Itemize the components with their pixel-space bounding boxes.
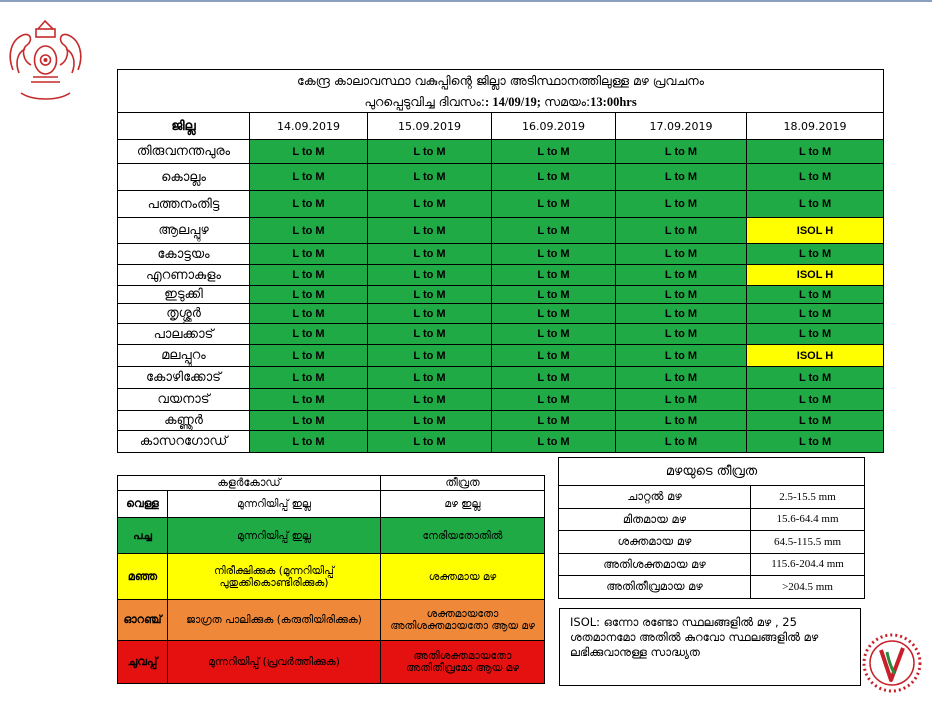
legend-row-green <box>118 518 545 554</box>
forecast-cell: L to M <box>492 304 616 324</box>
date-column-header: 18.09.2019 <box>747 113 884 140</box>
forecast-cell: L to M <box>616 367 747 389</box>
district-name: പത്തനംതിട്ട <box>118 191 250 218</box>
forecast-cell: ISOL H <box>747 345 884 367</box>
forecast-cell: L to M <box>368 244 492 265</box>
forecast-cell: L to M <box>616 191 747 218</box>
forecast-cell: L to M <box>368 304 492 324</box>
legend-color-name: പച്ച <box>118 518 168 554</box>
forecast-cell: L to M <box>747 367 884 389</box>
district-name: മലപ്പുറം <box>118 345 250 367</box>
forecast-cell: L to M <box>250 265 368 286</box>
forecast-cell: L to M <box>250 345 368 367</box>
legend-intensity: നേരിയതോതിൽ <box>381 518 545 554</box>
forecast-cell: L to M <box>616 244 747 265</box>
forecast-cell: L to M <box>368 411 492 431</box>
district-name: ഇടുക്കി <box>118 286 250 304</box>
forecast-cell: ISOL H <box>747 218 884 244</box>
forecast-cell: L to M <box>250 286 368 304</box>
forecast-cell: L to M <box>492 411 616 431</box>
forecast-cell: L to M <box>616 164 747 191</box>
forecast-cell: L to M <box>492 431 616 453</box>
forecast-row <box>118 164 884 191</box>
forecast-row <box>118 191 884 218</box>
legend-warning: ജാഗ്രത പാലിക്കുക (കരുതിയിരിക്കുക) <box>168 600 381 641</box>
intensity-range: 64.5-115.5 mm <box>751 531 865 554</box>
date-column-header: 16.09.2019 <box>492 113 616 140</box>
forecast-cell: L to M <box>492 389 616 411</box>
forecast-row <box>118 140 884 164</box>
forecast-cell: L to M <box>492 345 616 367</box>
legend-row-red <box>118 641 545 684</box>
forecast-cell: ISOL H <box>747 265 884 286</box>
forecast-cell: L to M <box>616 324 747 345</box>
forecast-cell: L to M <box>368 389 492 411</box>
forecast-row <box>118 286 884 304</box>
forecast-cell: L to M <box>747 324 884 345</box>
forecast-cell: L to M <box>492 324 616 345</box>
intensity-label: അതിശക്തമായ മഴ <box>559 553 751 576</box>
forecast-cell: L to M <box>368 286 492 304</box>
legend-warning: മുന്നറിയിപ്പ് (പ്രവർത്തിക്കുക) <box>168 641 381 684</box>
forecast-cell: L to M <box>747 244 884 265</box>
forecast-title: കേന്ദ്ര കാലാവസ്ഥാ വകുപ്പിന്റെ ജില്ലാ അടിസ്ഥാനത്തിലുള്ള മഴ പ്രവചനം <box>118 70 884 92</box>
issue-date-label: പുറപ്പെടുവിച്ച ദിവസം: <box>364 93 486 109</box>
ksdma-logo-icon <box>857 628 927 698</box>
forecast-cell: L to M <box>492 164 616 191</box>
forecast-cell: L to M <box>250 164 368 191</box>
district-name: കാസറഗോഡ് <box>118 431 250 453</box>
top-rule <box>0 0 932 2</box>
forecast-cell: L to M <box>250 431 368 453</box>
kerala-emblem-icon <box>3 15 88 103</box>
forecast-cell: L to M <box>616 265 747 286</box>
forecast-cell: L to M <box>250 191 368 218</box>
intensity-label: ശക്തമായ മഴ <box>559 531 751 554</box>
forecast-cell: L to M <box>616 304 747 324</box>
forecast-row <box>118 244 884 265</box>
legend-color-name: വെള്ള <box>118 491 168 518</box>
forecast-cell: L to M <box>492 265 616 286</box>
forecast-cell: L to M <box>492 191 616 218</box>
forecast-cell: L to M <box>747 304 884 324</box>
issue-datetime <box>118 91 884 113</box>
forecast-cell: L to M <box>368 345 492 367</box>
forecast-cell: L to M <box>616 140 747 164</box>
forecast-cell: L to M <box>368 265 492 286</box>
forecast-cell: L to M <box>368 191 492 218</box>
district-name: വയനാട് <box>118 389 250 411</box>
intensity-table-title: മഴയുടെ തീവ്രത <box>559 458 865 486</box>
district-name: തിരുവനന്തപുരം <box>118 140 250 164</box>
forecast-cell: L to M <box>747 140 884 164</box>
forecast-row <box>118 431 884 453</box>
district-name: ആലപ്പുഴ <box>118 218 250 244</box>
forecast-cell: L to M <box>616 411 747 431</box>
forecast-cell: L to M <box>368 367 492 389</box>
district-name: പാലക്കാട് <box>118 324 250 345</box>
issue-time-label: സമയം: <box>544 93 591 109</box>
forecast-cell: L to M <box>492 218 616 244</box>
forecast-cell: L to M <box>368 218 492 244</box>
date-column-header: 17.09.2019 <box>616 113 747 140</box>
forecast-cell: L to M <box>368 431 492 453</box>
intensity-range: >204.5 mm <box>751 576 865 599</box>
legend-intensity: അതിശക്തമായതോ അതിതീവ്രമോ ആയ മഴ <box>381 641 545 684</box>
forecast-cell: L to M <box>250 244 368 265</box>
legend-warning: നിരീക്ഷിക്കുക (മുന്നറിയിപ്പ് പുതുക്കികൊണ്ടിരിക്കുക) <box>168 554 381 600</box>
intensity-row <box>559 486 865 509</box>
forecast-cell: L to M <box>747 411 884 431</box>
forecast-row <box>118 304 884 324</box>
legend-intensity: മഴ ഇല്ല <box>381 491 545 518</box>
district-column-header: ജില്ല <box>118 113 250 140</box>
district-name: എറണാകുളം <box>118 265 250 286</box>
legend-row-orange <box>118 600 545 641</box>
forecast-cell: L to M <box>616 389 747 411</box>
district-name: തൃശ്ശൂർ <box>118 304 250 324</box>
forecast-cell: L to M <box>747 286 884 304</box>
intensity-range: 15.6-64.4 mm <box>751 508 865 531</box>
legend-colorcode-header: കളർകോഡ് <box>118 476 381 491</box>
legend-intensity: ശക്തമായ മഴ <box>381 554 545 600</box>
intensity-row <box>559 508 865 531</box>
intensity-label: മിതമായ മഴ <box>559 508 751 531</box>
district-forecast-table <box>117 69 884 453</box>
intensity-row <box>559 576 865 599</box>
issue-time-value: 13:00hrs <box>590 94 637 109</box>
forecast-cell: L to M <box>492 244 616 265</box>
forecast-cell: L to M <box>368 164 492 191</box>
forecast-cell: L to M <box>747 389 884 411</box>
forecast-cell: L to M <box>368 140 492 164</box>
intensity-row <box>559 553 865 576</box>
district-name: കണ്ണൂർ <box>118 411 250 431</box>
legend-warning: മുന്നറിയിപ്പ് ഇല്ല <box>168 491 381 518</box>
intensity-range: 2.5-15.5 mm <box>751 486 865 509</box>
intensity-label: അതിതീവ്രമായ മഴ <box>559 576 751 599</box>
forecast-cell: L to M <box>747 431 884 453</box>
legend-color-name: ചുവപ്പ് <box>118 641 168 684</box>
forecast-row <box>118 367 884 389</box>
forecast-cell: L to M <box>492 140 616 164</box>
forecast-cell: L to M <box>747 191 884 218</box>
table-header-row <box>118 113 884 140</box>
forecast-cell: L to M <box>250 218 368 244</box>
forecast-cell: L to M <box>616 286 747 304</box>
forecast-row <box>118 411 884 431</box>
legend-color-name: ഓറഞ്ച് <box>118 600 168 641</box>
forecast-row <box>118 389 884 411</box>
legend-intensity: ശക്തമായതോ അതിശക്തമായതോ ആയ മഴ <box>381 600 545 641</box>
legend-color-name: മഞ്ഞ <box>118 554 168 600</box>
intensity-row <box>559 531 865 554</box>
forecast-cell: L to M <box>492 367 616 389</box>
forecast-cell: L to M <box>616 345 747 367</box>
intensity-label: ചാറ്റൽ മഴ <box>559 486 751 509</box>
forecast-cell: L to M <box>368 324 492 345</box>
district-name: കോഴിക്കോട് <box>118 367 250 389</box>
forecast-cell: L to M <box>250 411 368 431</box>
forecast-row <box>118 265 884 286</box>
legend-row-white <box>118 491 545 518</box>
forecast-cell: L to M <box>747 164 884 191</box>
issue-date-value: : 14/09/19; <box>485 94 545 109</box>
forecast-cell: L to M <box>616 218 747 244</box>
forecast-cell: L to M <box>492 286 616 304</box>
legend-row-yellow <box>118 554 545 600</box>
date-column-header: 14.09.2019 <box>250 113 368 140</box>
color-code-legend <box>117 475 545 684</box>
isol-definition-note: ISOL: ഒന്നോ രണ്ടോ സ്ഥലങ്ങളിൽ മഴ , 25 ശതമാനമോ അതിൽ കുറവോ സ്ഥലങ്ങളിൽ മഴ ലഭിക്കുവാനുള്ള സാദ്ധ്യത <box>559 608 861 686</box>
rainfall-intensity-table <box>558 457 865 599</box>
forecast-cell: L to M <box>250 389 368 411</box>
forecast-row <box>118 218 884 244</box>
legend-warning: മുന്നറിയിപ്പ് ഇല്ല <box>168 518 381 554</box>
forecast-row <box>118 345 884 367</box>
date-column-header: 15.09.2019 <box>368 113 492 140</box>
forecast-cell: L to M <box>250 367 368 389</box>
legend-intensity-header: തീവ്രത <box>381 476 545 491</box>
forecast-row <box>118 324 884 345</box>
forecast-rows <box>118 140 884 453</box>
intensity-range: 115.6-204.4 mm <box>751 553 865 576</box>
forecast-cell: L to M <box>250 304 368 324</box>
district-name: കൊല്ലം <box>118 164 250 191</box>
forecast-cell: L to M <box>250 140 368 164</box>
forecast-cell: L to M <box>616 431 747 453</box>
district-name: കോട്ടയം <box>118 244 250 265</box>
forecast-cell: L to M <box>250 324 368 345</box>
